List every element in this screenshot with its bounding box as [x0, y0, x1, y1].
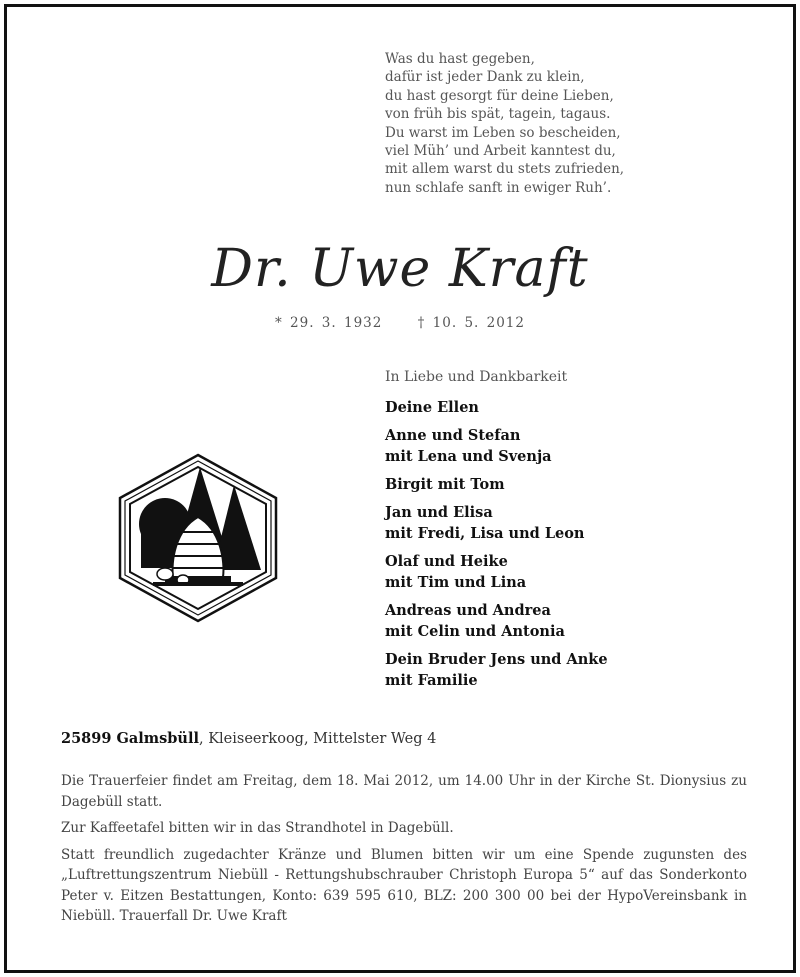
poem-line: Du warst im Leben so bescheiden, [385, 124, 621, 141]
family-line: Anne und Stefan [385, 427, 521, 444]
family-group [385, 551, 765, 593]
family-line: mit Familie [385, 672, 478, 689]
family-line: mit Fredi, Lisa und Leon [385, 525, 585, 542]
poem-line: von früh bis spät, tagein, tagaus. [385, 106, 611, 123]
poem-line: viel Müh’ und Arbeit kanntest du, [385, 143, 616, 160]
obituary-frame [4, 4, 796, 973]
life-dates [7, 315, 793, 331]
address-street: , Kleiseerkoog, Mittelster Weg 4 [198, 731, 437, 747]
family-line: mit Lena und Svenja [385, 448, 552, 465]
beehive-trees-hexagon-emblem [113, 452, 283, 624]
funeral-paragraph: Die Trauerfeier findet am Freitag, dem 18. Mai 2012, um 14.00 Uhr in der Kirche St. Dionysius zu Dagebüll statt. [61, 773, 747, 810]
poem-line: dafür ist jeder Dank zu klein, [385, 69, 585, 86]
poem-line: Was du hast gegeben, [385, 51, 535, 67]
family-intro: In Liebe und Dankbarkeit [385, 369, 568, 385]
family-group [385, 502, 765, 544]
family-group [385, 649, 765, 691]
poem-line: nun schlafe sanft in ewiger Ruh’. [385, 179, 612, 196]
family-list [385, 369, 765, 698]
poem-line: mit allem warst du stets zufrieden, [385, 161, 625, 178]
family-line: mit Tim und Lina [385, 574, 527, 591]
family-group [385, 397, 765, 418]
birth-date: * 29. 3. 1932 [275, 315, 383, 331]
reception-paragraph: Zur Kaffeetafel bitten wir in das Strandhotel in Dagebüll. [61, 820, 454, 836]
address [61, 730, 761, 747]
family-line: mit Celin und Antonia [385, 623, 565, 640]
funeral-details [61, 771, 747, 933]
family-line: Dein Bruder Jens und Anke [385, 651, 608, 668]
family-group [385, 474, 765, 495]
family-line: Olaf und Heike [385, 553, 508, 570]
family-line: Andreas und Andrea [385, 602, 551, 619]
donation-paragraph: Statt freundlich zugedachter Kränze und Blumen bitten wir um eine Spende zugunsten des „Luftrettungszentrum Niebüll - Rettungshubschrauber Christoph Europa 5“ auf das Sonderkonto Peter v. Eitzen Bestattungen, Konto: 639 595 610, BLZ: 200 300 00 bei der HypoVereinsbank in Niebüll. Trauerfall Dr. Uwe Kraft [61, 846, 747, 924]
deceased-name: Dr. Uwe Kraft [211, 239, 589, 299]
death-date: † 10. 5. 2012 [417, 315, 525, 331]
family-line: Jan und Elisa [385, 504, 493, 521]
family-group [385, 425, 765, 467]
poem-line: du hast gesorgt für deine Lieben, [385, 87, 614, 104]
family-line: Birgit mit Tom [385, 476, 505, 493]
family-line: Deine Ellen [385, 399, 479, 416]
address-city: 25899 Galmsbüll [61, 730, 199, 747]
poem [385, 50, 765, 197]
family-group [385, 600, 765, 642]
